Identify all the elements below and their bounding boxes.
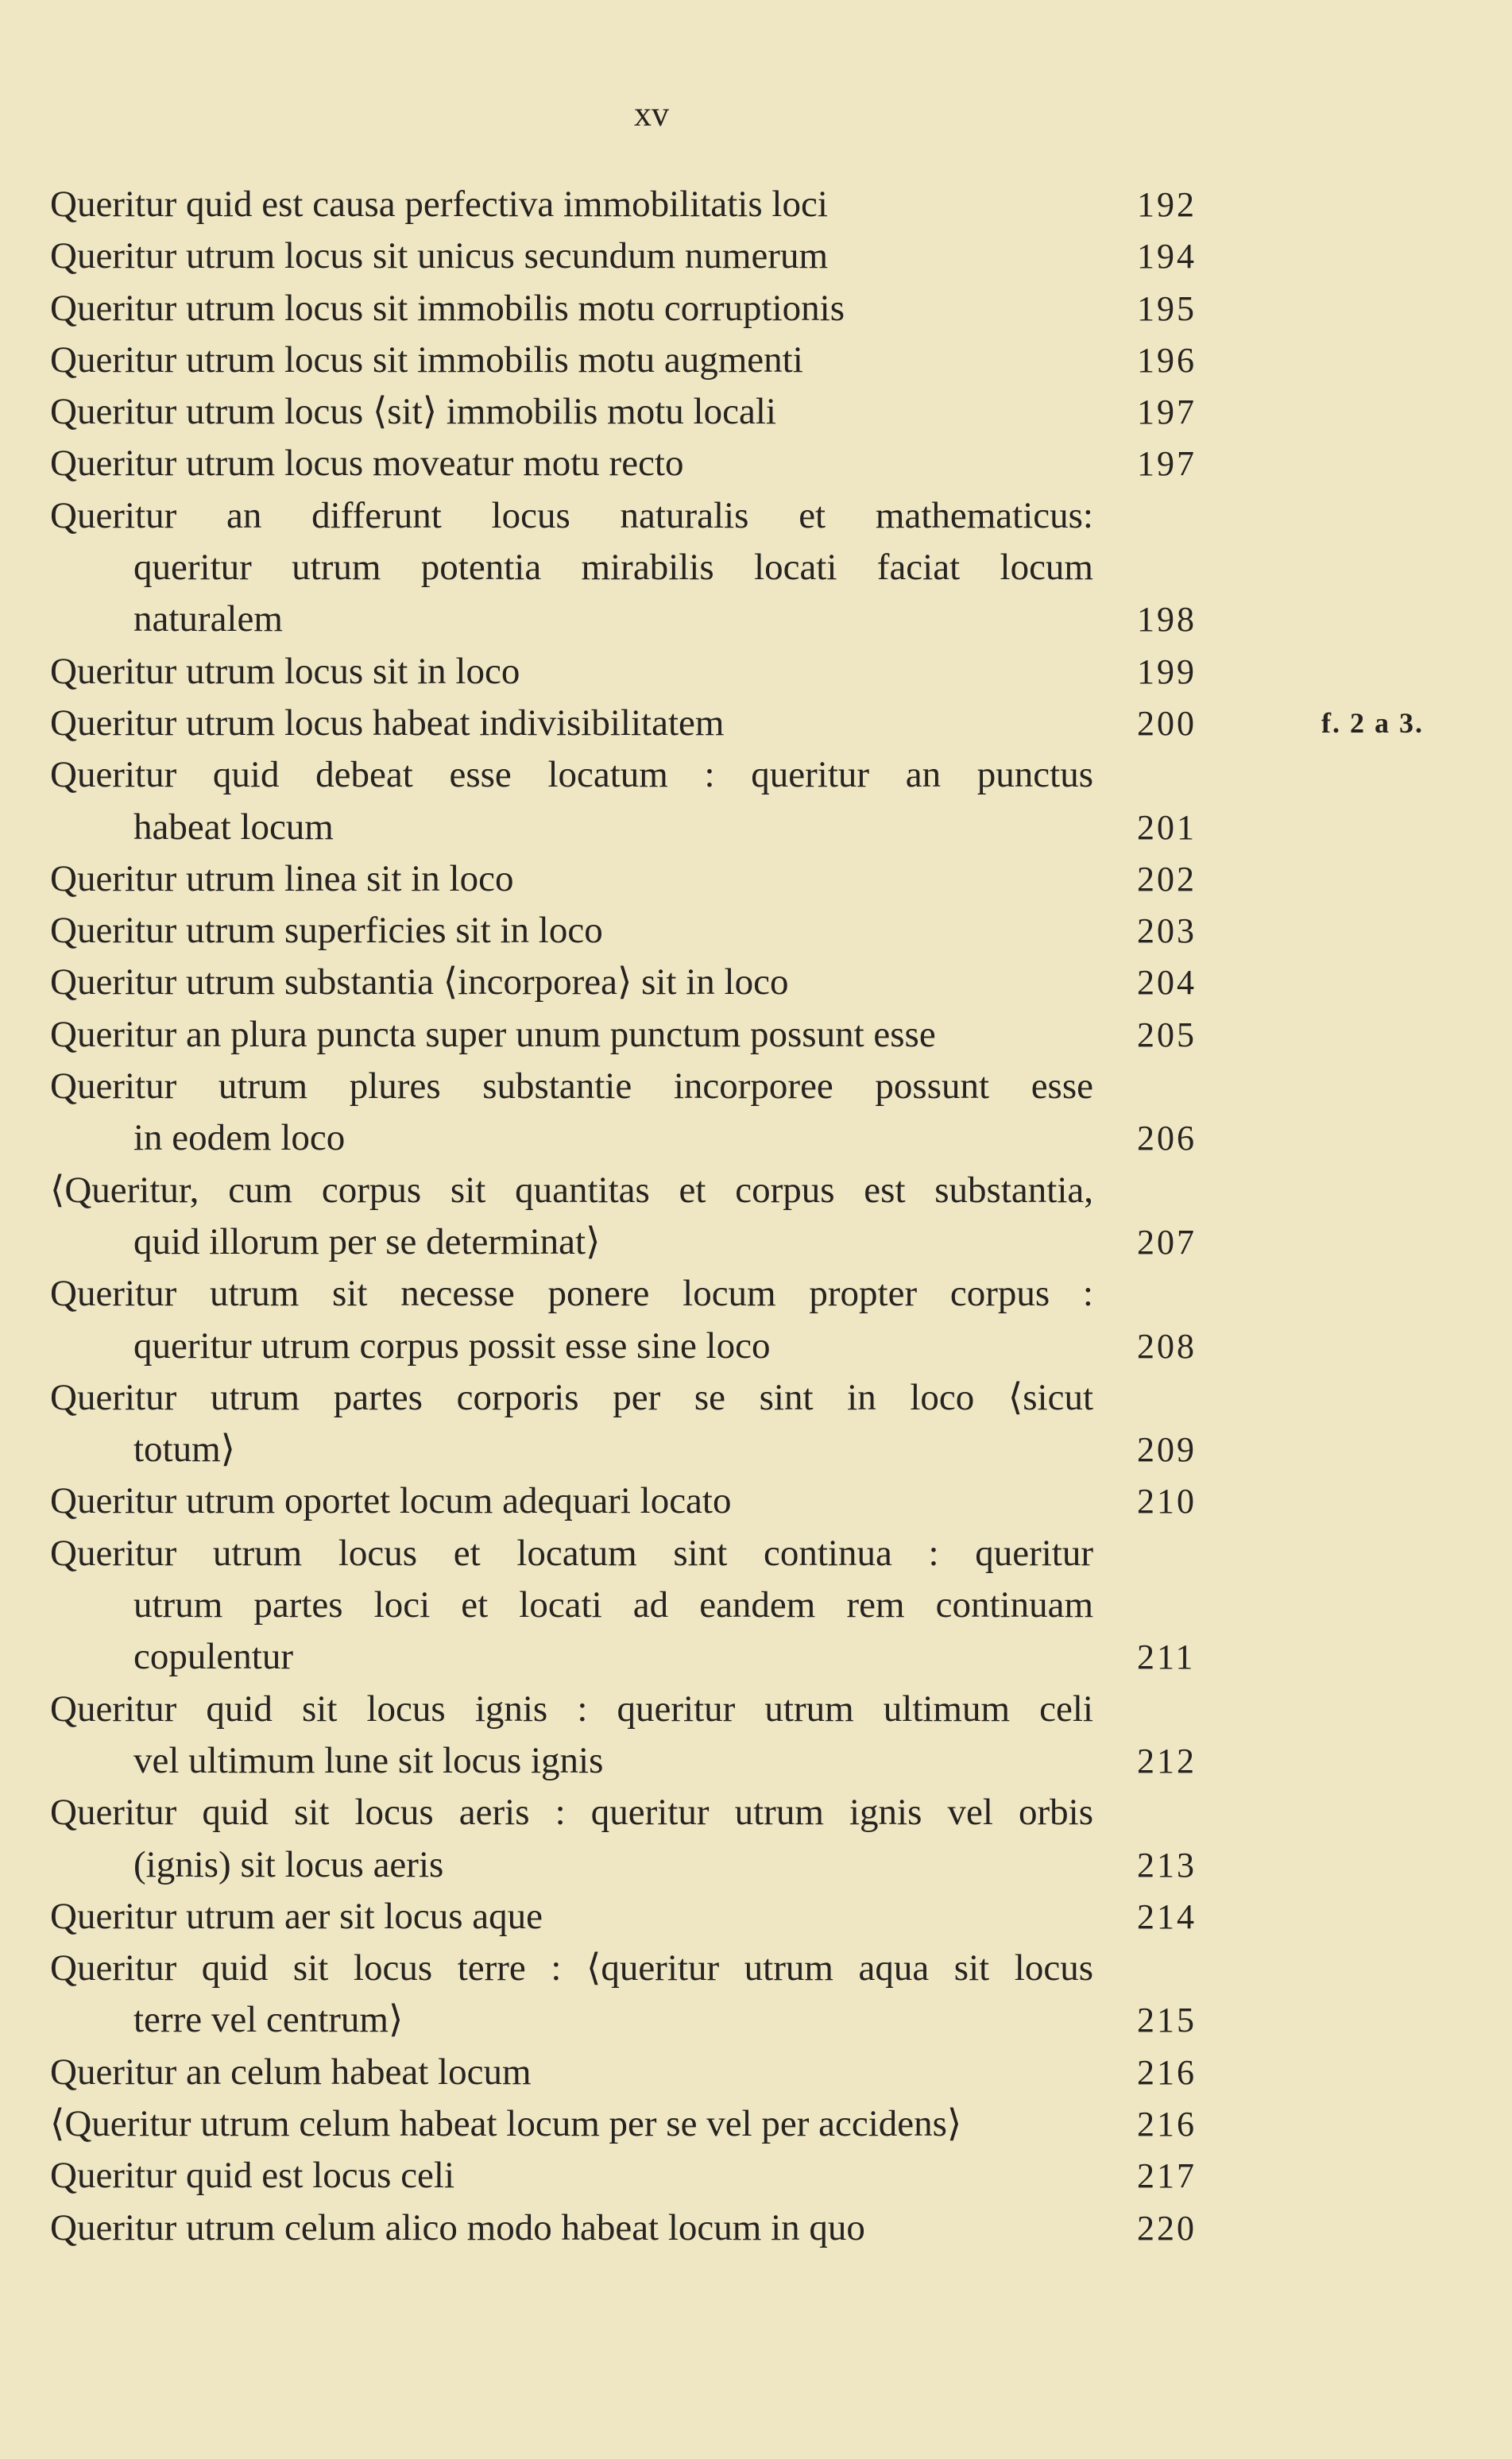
toc-entry-title: Queritur utrum locus sit unicus secundum numerum (50, 235, 829, 277)
toc-entry-line (50, 1891, 1210, 1943)
toc-entry-title: Queritur utrum substantia ⟨incorporea⟩ sit in loco (50, 961, 789, 1003)
toc-entry-line (50, 1839, 1210, 1891)
toc-page-number: 195 (1137, 288, 1197, 328)
toc-page-number: 220 (1137, 2208, 1197, 2248)
toc-page-number: 198 (1137, 600, 1197, 640)
toc-entry-title: Queritur utrum celum alico modo habeat locum in quo (50, 2206, 865, 2248)
toc-entry-title: ⟨Queritur, cum corpus sit quantitas et corpus est substantia, (50, 1169, 1093, 1211)
toc-entry-line (50, 179, 1210, 230)
toc-entry-line (50, 1372, 1210, 1424)
toc-entry-line (50, 1684, 1210, 1735)
toc-page-number: 217 (1137, 2156, 1197, 2196)
toc-entry-line (50, 2098, 1210, 2150)
toc-page-number: 197 (1137, 392, 1197, 432)
toc-entry-title: Queritur quid sit locus ignis : queritur utrum ultimum celi (50, 1688, 1093, 1730)
toc-entry-title: queritur utrum potentia mirabilis locati faciat locum (133, 547, 1093, 589)
toc-entry-title: naturalem (133, 598, 283, 640)
toc-entry-line (50, 853, 1210, 905)
toc-page-number: 211 (1137, 1637, 1196, 1677)
toc-entry-line (50, 334, 1210, 386)
toc-page-number: 192 (1137, 185, 1197, 224)
toc-entry-line (50, 1112, 1210, 1164)
toc-entry-line (50, 1528, 1210, 1579)
toc-page-number: 216 (1137, 2052, 1197, 2092)
toc-page-number: 197 (1137, 444, 1197, 484)
toc-entry-title: copulentur (133, 1636, 293, 1678)
toc-entry-line (50, 1268, 1210, 1320)
toc-entry-title: Queritur quid sit locus terre : ⟨queritur utrum aqua sit locus (50, 1947, 1093, 1989)
toc-entry-line (50, 1475, 1210, 1527)
toc-entry-title: Queritur utrum locus sit in loco (50, 650, 520, 692)
toc-entry-line (50, 2150, 1210, 2202)
toc-entry-line (50, 1631, 1210, 1683)
marginal-note: f. 2 a 3. (1321, 706, 1424, 739)
toc-entry-line (50, 698, 1424, 749)
toc-page-number: 200 (1137, 703, 1197, 743)
toc-entry-line (50, 542, 1210, 593)
toc-entry-title: Queritur quid est causa perfectiva immobilitatis loci (50, 184, 828, 225)
toc-entry-title: habeat locum (133, 806, 334, 848)
toc-entry-line (50, 905, 1210, 957)
toc-page-number: 209 (1137, 1430, 1197, 1470)
toc-entry-title: Queritur utrum sit necesse ponere locum propter corpus : (50, 1273, 1093, 1315)
toc-entry-title: Queritur quid debeat esse locatum : queritur an punctus (50, 754, 1093, 796)
toc-page-number: 203 (1137, 911, 1197, 951)
toc-entry-line (50, 230, 1210, 282)
toc-entry-title: Queritur utrum oportet locum adequari locato (50, 1480, 732, 1522)
toc-entry-line (50, 957, 1210, 1008)
toc-page-number: 201 (1137, 807, 1197, 847)
toc-entry-line (50, 1943, 1210, 1994)
toc-entry-title: utrum partes loci et locati ad eandem rem continuam (133, 1584, 1093, 1626)
toc-entry-line (50, 1165, 1210, 1216)
toc-entry-title: Queritur utrum locus sit immobilis motu corruptionis (50, 287, 845, 329)
toc-entry-line (50, 1061, 1210, 1112)
toc-entry-title: vel ultimum lune sit locus ignis (133, 1739, 604, 1781)
toc-page-number: 216 (1137, 2104, 1197, 2144)
toc-page-number: 212 (1137, 1741, 1197, 1780)
toc-entry-title: Queritur utrum locus et locatum sint continua : queritur (50, 1532, 1093, 1574)
toc-entry-line (50, 2202, 1210, 2254)
toc-entry-title: Queritur utrum plures substantie incorporee possunt esse (50, 1065, 1093, 1108)
toc-page-number: 194 (1137, 237, 1197, 276)
toc-page-number: 196 (1137, 340, 1197, 380)
toc-entry-title: Queritur an differunt locus naturalis et mathematicus: (50, 494, 1093, 536)
toc-entry-title: Queritur an plura puncta super unum punctum possunt esse (50, 1013, 936, 1055)
toc-page-number: 215 (1137, 2001, 1197, 2040)
toc-page-number: 213 (1137, 1845, 1197, 1885)
toc-page-number: 206 (1137, 1119, 1197, 1158)
toc-entry-title: (ignis) sit locus aeris (133, 1843, 444, 1885)
toc-page-number: 199 (1137, 651, 1197, 691)
toc-entry-title: Queritur utrum locus sit immobilis motu augmenti (50, 338, 803, 381)
toc-entry-title: terre vel centrum⟩ (133, 1999, 404, 2041)
toc-entry-title: totum⟩ (133, 1429, 236, 1471)
toc-entry-line (50, 1424, 1210, 1475)
table-of-contents (50, 179, 1424, 2254)
toc-page-number: 214 (1137, 1896, 1197, 1936)
toc-entry-line (50, 1994, 1210, 2046)
toc-entry-title: Queritur utrum partes corporis per se sint in loco ⟨sicut (50, 1376, 1093, 1418)
toc-entry-title: in eodem loco (133, 1117, 346, 1159)
toc-entry-title: Queritur utrum locus habeat indivisibilitatem (50, 702, 725, 744)
toc-entry-line (50, 593, 1210, 645)
toc-entry-line (50, 802, 1210, 853)
toc-entry-title: Queritur utrum locus moveatur motu recto (50, 443, 684, 485)
toc-entry-title: Queritur quid sit locus aeris : queritur utrum ignis vel orbis (50, 1792, 1093, 1834)
toc-entry-line (50, 283, 1210, 334)
toc-entry-title: queritur utrum corpus possit esse sine loco (133, 1324, 771, 1367)
toc-entry-line (50, 1216, 1210, 1268)
toc-entry-title: Queritur utrum superficies sit in loco (50, 910, 603, 952)
toc-entry-line (50, 490, 1210, 542)
toc-page-number: 202 (1137, 859, 1197, 899)
toc-page-number: 210 (1137, 1482, 1197, 1521)
toc-entry-line (50, 2047, 1210, 2098)
toc-page-number: 205 (1137, 1015, 1197, 1054)
toc-page-number: 204 (1137, 963, 1197, 1003)
toc-page-number: 207 (1137, 1222, 1197, 1262)
toc-entry-line (50, 1009, 1210, 1061)
toc-page-number: 208 (1137, 1326, 1197, 1366)
toc-entry-title: ⟨Queritur utrum celum habeat locum per se vel per accidens⟩ (50, 2102, 962, 2144)
toc-entry-title: Queritur utrum aer sit locus aque (50, 1895, 543, 1937)
toc-entry-line (50, 749, 1210, 801)
toc-entry-title: Queritur utrum locus ⟨sit⟩ immobilis motu locali (50, 391, 776, 433)
toc-entry-title: quid illorum per se determinat⟩ (133, 1220, 601, 1262)
toc-entry-line (50, 1579, 1210, 1631)
page-folio: xv (634, 95, 669, 133)
toc-entry-line (50, 386, 1210, 438)
toc-entry-line (50, 646, 1210, 698)
toc-entry-line (50, 1735, 1210, 1787)
toc-entry-line (50, 1787, 1210, 1838)
toc-entry-title: Queritur an celum habeat locum (50, 2051, 532, 2093)
toc-entry-line (50, 438, 1210, 489)
toc-entry-title: Queritur quid est locus celi (50, 2155, 455, 2197)
toc-entry-title: Queritur utrum linea sit in loco (50, 857, 514, 899)
toc-entry-line (50, 1320, 1210, 1372)
